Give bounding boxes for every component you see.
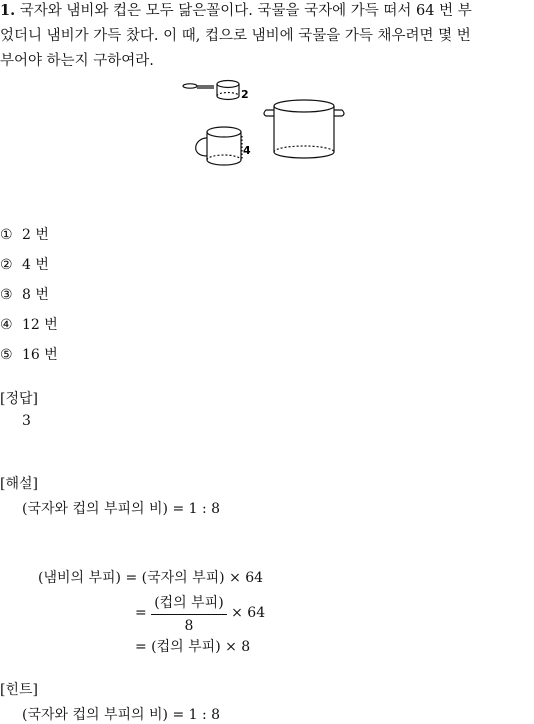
- explanation-ratio: (국자와 컵의 부피의 비) = 1 : 8: [22, 501, 221, 517]
- hint-text: (국자와 컵의 부피의 비) = 1 : 8: [22, 707, 221, 723]
- explanation-label: [해설]: [0, 476, 38, 492]
- pot-drawing: [264, 100, 344, 158]
- answer-value: 3: [22, 413, 31, 429]
- choice-text: 4 번: [22, 257, 49, 273]
- ladle-height-label: 2: [241, 88, 249, 101]
- cup-height-label: 4: [243, 144, 251, 157]
- answer-label: [정답]: [0, 391, 38, 407]
- similar-containers-figure: [176, 74, 366, 174]
- choice-text: 16 번: [22, 347, 58, 363]
- choice-text: 8 번: [22, 287, 49, 303]
- choice-mark: ②: [0, 257, 13, 273]
- choice-mark: ③: [0, 287, 13, 303]
- choice-mark: ①: [0, 227, 13, 243]
- problem-line-3: 부어야 하는지 구하여라.: [0, 53, 154, 69]
- explanation-eq3: = (컵의 부피) × 8: [135, 639, 251, 655]
- eq2-multiplier: × 64: [231, 605, 266, 621]
- choice-3[interactable]: [0, 285, 49, 305]
- choice-4[interactable]: [0, 315, 58, 335]
- cup-drawing: [196, 127, 242, 165]
- problem-line-1: 1. 국자와 냄비와 컵은 모두 닮은꼴이다. 국물을 국자에 가득 떠서 64 번 부: [0, 2, 472, 19]
- choice-text: 12 번: [22, 317, 58, 333]
- eq2-denominator: 8: [184, 618, 194, 634]
- eq2-numerator: (컵의 부피): [151, 592, 226, 615]
- hint-label: [힌트]: [0, 682, 38, 698]
- problem-statement: [0, 0, 526, 74]
- choice-mark: ⑤: [0, 347, 13, 363]
- choice-mark: ④: [0, 317, 13, 333]
- choice-2[interactable]: [0, 255, 49, 275]
- eq2-equals: =: [135, 605, 147, 621]
- explanation-eq1: (냄비의 부피) = (국자의 부피) × 64: [38, 570, 264, 586]
- ladle-drawing: [183, 81, 239, 100]
- problem-line-2: 었더니 냄비가 가득 찼다. 이 때, 컵으로 냄비에 국물을 가득 채우려면 몇 번: [0, 28, 471, 44]
- problem-number: 1.: [0, 2, 16, 19]
- eq2-fraction: [151, 592, 226, 634]
- choice-5[interactable]: [0, 345, 58, 365]
- explanation-eq2: [135, 592, 265, 634]
- choice-1[interactable]: [0, 225, 49, 245]
- choice-text: 2 번: [22, 227, 49, 243]
